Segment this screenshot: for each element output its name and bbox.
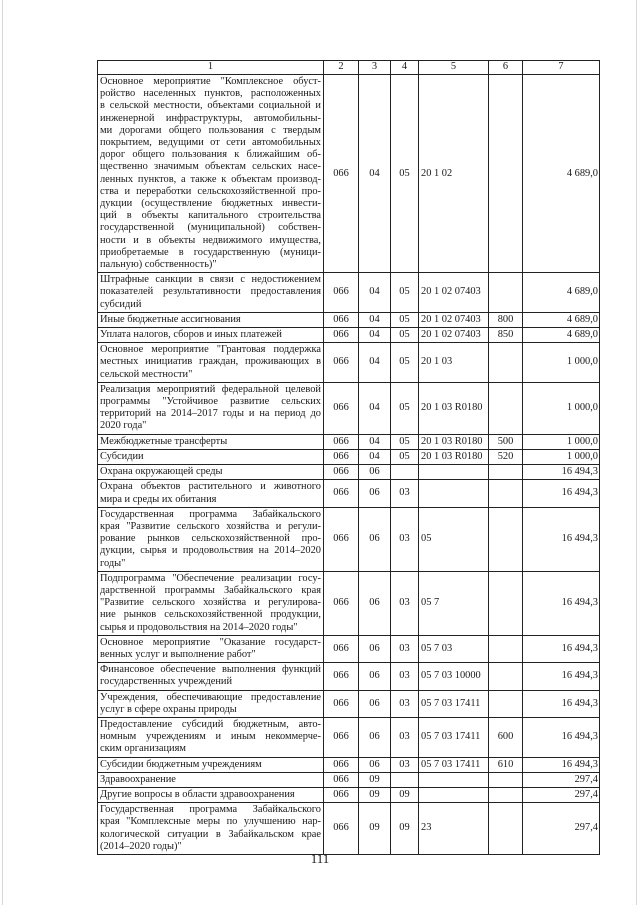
table-row xyxy=(98,382,600,434)
cell-ministry-code: 066 xyxy=(324,772,359,787)
scan-edge-right xyxy=(636,0,637,905)
description-line: края "Комплексные меры по улучшению нар- xyxy=(100,816,321,828)
cell-target-article: 20 1 03 xyxy=(419,343,489,383)
cell-expense-type: 520 xyxy=(489,449,523,464)
budget-table xyxy=(97,60,600,855)
cell-expense-type xyxy=(489,75,523,273)
description-line: Подпрограмма "Обеспечение реализации госу- xyxy=(100,572,321,584)
description-line: приобретаемые в государственную (муници- xyxy=(100,246,321,258)
cell-description xyxy=(98,663,324,690)
cell-description xyxy=(98,772,324,787)
cell-description xyxy=(98,787,324,802)
cell-section: 04 xyxy=(359,382,391,434)
cell-ministry-code: 066 xyxy=(324,449,359,464)
cell-section: 06 xyxy=(359,717,391,757)
description-line: сырья и продовольствия на 2014–2020 годы" xyxy=(100,621,298,633)
description-line: Охрана объектов растительного и животного xyxy=(100,481,321,493)
description-line: местных инициатив граждан, проживающих в xyxy=(100,356,321,368)
description-line: Реализация мероприятий федеральной целевой xyxy=(100,383,321,395)
description-line: Основное мероприятие "Грантовая поддержка xyxy=(100,344,321,356)
cell-subsection: 09 xyxy=(391,787,419,802)
cell-description xyxy=(98,382,324,434)
description-line: дорог общего пользования к ближайшим об- xyxy=(100,149,321,161)
description-line: ства и переработки сельскохозяйственной про- xyxy=(100,185,321,197)
table-row xyxy=(98,690,600,717)
description-line: Уплата налогов, сборов и иных платежей xyxy=(100,329,282,341)
cell-subsection xyxy=(391,772,419,787)
col-header-1: 1 xyxy=(98,61,324,75)
cell-description xyxy=(98,328,324,343)
cell-amount: 16 494,3 xyxy=(523,465,600,480)
description-line: Здравоохранение xyxy=(100,773,176,785)
cell-ministry-code: 066 xyxy=(324,635,359,662)
cell-target-article: 20 1 02 07403 xyxy=(419,328,489,343)
description-line: ленных пунктов, а также к объектам производ- xyxy=(100,173,321,185)
cell-description xyxy=(98,75,324,273)
cell-expense-type: 610 xyxy=(489,757,523,772)
cell-ministry-code: 066 xyxy=(324,690,359,717)
cell-expense-type xyxy=(489,803,523,855)
cell-target-article: 20 1 03 R0180 xyxy=(419,434,489,449)
cell-ministry-code: 066 xyxy=(324,343,359,383)
description-line: Основное мероприятие "Комплексное обуст- xyxy=(100,76,321,87)
description-line: инженерной инфраструктуры, автомобильны- xyxy=(100,112,321,124)
description-line: ности и в объекты недвижимого имущества, xyxy=(100,234,321,246)
cell-amount: 1 000,0 xyxy=(523,343,600,383)
table-row xyxy=(98,772,600,787)
description-line: в сельской местности, объектами социальной и xyxy=(100,100,321,112)
cell-amount: 16 494,3 xyxy=(523,571,600,635)
description-line: Иные бюджетные ассигнования xyxy=(100,313,241,325)
cell-section: 04 xyxy=(359,273,391,313)
cell-ministry-code: 066 xyxy=(324,507,359,571)
cell-ministry-code: 066 xyxy=(324,312,359,327)
description-line: рование рынков сельскохозяйственной про- xyxy=(100,533,321,545)
cell-subsection: 09 xyxy=(391,803,419,855)
cell-subsection: 05 xyxy=(391,343,419,383)
description-line: дукции (осуществление бюджетных инвести- xyxy=(100,198,321,210)
description-line: государственной (муниципальной) собствен- xyxy=(100,222,321,234)
page-number: 111 xyxy=(310,851,330,866)
table-row xyxy=(98,312,600,327)
scan-edge-left xyxy=(2,0,3,905)
cell-expense-type xyxy=(489,382,523,434)
cell-description xyxy=(98,635,324,662)
description-line: ние рынков сельскохозяйственной продукции, xyxy=(100,609,321,621)
cell-subsection: 05 xyxy=(391,328,419,343)
cell-target-article: 05 7 03 17411 xyxy=(419,717,489,757)
cell-target-article: 05 7 xyxy=(419,571,489,635)
description-line: ройство населенных пунктов, расположенных xyxy=(100,88,321,100)
cell-subsection: 05 xyxy=(391,312,419,327)
description-line: края "Развитие сельского хозяйства и регули- xyxy=(100,520,321,532)
cell-section: 06 xyxy=(359,480,391,507)
cell-amount: 1 000,0 xyxy=(523,434,600,449)
cell-section: 06 xyxy=(359,635,391,662)
cell-subsection: 05 xyxy=(391,273,419,313)
col-header-3: 3 xyxy=(359,61,391,75)
cell-expense-type: 800 xyxy=(489,312,523,327)
cell-ministry-code: 066 xyxy=(324,803,359,855)
description-line: Финансовое обеспечение выполнения функций xyxy=(100,664,321,676)
cell-amount: 297,4 xyxy=(523,772,600,787)
cell-expense-type xyxy=(489,465,523,480)
cell-amount: 16 494,3 xyxy=(523,717,600,757)
col-header-7: 7 xyxy=(523,61,600,75)
cell-target-article: 05 7 03 17411 xyxy=(419,690,489,717)
description-line: территорий на 2014–2017 годы и на период до xyxy=(100,408,321,420)
cell-section: 06 xyxy=(359,571,391,635)
cell-description xyxy=(98,449,324,464)
cell-expense-type xyxy=(489,772,523,787)
description-line: субсидий xyxy=(100,298,142,310)
cell-section: 09 xyxy=(359,772,391,787)
cell-amount: 16 494,3 xyxy=(523,690,600,717)
table-body xyxy=(98,75,600,855)
table-row xyxy=(98,75,600,273)
table-row xyxy=(98,507,600,571)
description-line: дукции, сырья и продовольствия на 2014–2020 xyxy=(100,545,321,557)
cell-expense-type xyxy=(489,571,523,635)
table-row xyxy=(98,328,600,343)
cell-target-article xyxy=(419,465,489,480)
cell-subsection: 03 xyxy=(391,757,419,772)
cell-amount: 1 000,0 xyxy=(523,382,600,434)
cell-section: 06 xyxy=(359,690,391,717)
cell-description xyxy=(98,273,324,313)
description-line: дарственной программы Забайкальского края xyxy=(100,584,321,596)
cell-subsection: 05 xyxy=(391,382,419,434)
cell-ministry-code: 066 xyxy=(324,434,359,449)
description-line: мира и среды их обитания xyxy=(100,493,217,505)
cell-target-article: 20 1 03 R0180 xyxy=(419,382,489,434)
table-row xyxy=(98,663,600,690)
cell-section: 04 xyxy=(359,312,391,327)
cell-expense-type xyxy=(489,480,523,507)
cell-expense-type: 500 xyxy=(489,434,523,449)
cell-ministry-code: 066 xyxy=(324,273,359,313)
cell-amount: 16 494,3 xyxy=(523,480,600,507)
cell-expense-type xyxy=(489,690,523,717)
description-line: (2014–2020 годы)" xyxy=(100,840,182,852)
cell-subsection: 05 xyxy=(391,434,419,449)
cell-amount: 16 494,3 xyxy=(523,663,600,690)
cell-description xyxy=(98,434,324,449)
table-row xyxy=(98,717,600,757)
cell-ministry-code: 066 xyxy=(324,480,359,507)
col-header-4: 4 xyxy=(391,61,419,75)
cell-description xyxy=(98,507,324,571)
description-line: "Развитие сельского хозяйства и регулирова- xyxy=(100,597,321,609)
cell-target-article: 05 7 03 17411 xyxy=(419,757,489,772)
cell-subsection: 03 xyxy=(391,690,419,717)
table-row xyxy=(98,787,600,802)
description-line: Учреждения, обеспечивающие предоставление xyxy=(100,691,321,703)
cell-description xyxy=(98,757,324,772)
table-row xyxy=(98,571,600,635)
cell-target-article: 20 1 03 R0180 xyxy=(419,449,489,464)
cell-target-article xyxy=(419,787,489,802)
table-row xyxy=(98,465,600,480)
cell-expense-type xyxy=(489,343,523,383)
description-line: Предоставление субсидий бюджетным, авто- xyxy=(100,718,321,730)
table-row xyxy=(98,343,600,383)
cell-section: 06 xyxy=(359,757,391,772)
cell-amount: 4 689,0 xyxy=(523,328,600,343)
cell-subsection: 03 xyxy=(391,717,419,757)
description-line: Субсидии бюджетным учреждениям xyxy=(100,758,262,770)
cell-amount: 297,4 xyxy=(523,803,600,855)
description-line: Охрана окружающей среды xyxy=(100,466,223,478)
description-line: Основное мероприятие "Оказание государст- xyxy=(100,636,321,648)
description-line: Государственная программа Забайкальского xyxy=(100,804,321,816)
description-line: номным учреждениям и иным некоммерче- xyxy=(100,731,321,743)
cell-section: 04 xyxy=(359,434,391,449)
cell-ministry-code: 066 xyxy=(324,382,359,434)
cell-subsection: 03 xyxy=(391,507,419,571)
cell-subsection: 05 xyxy=(391,75,419,273)
cell-section: 09 xyxy=(359,803,391,855)
cell-section: 09 xyxy=(359,787,391,802)
cell-expense-type: 600 xyxy=(489,717,523,757)
cell-ministry-code: 066 xyxy=(324,75,359,273)
description-line: Межбюджетные трансферты xyxy=(100,435,228,447)
description-line: Субсидии xyxy=(100,450,144,462)
description-line: Другие вопросы в области здравоохранения xyxy=(100,788,295,800)
cell-amount: 297,4 xyxy=(523,787,600,802)
cell-section: 04 xyxy=(359,343,391,383)
cell-section: 06 xyxy=(359,465,391,480)
description-line: показателей результативности предоставления xyxy=(100,286,321,298)
col-header-6: 6 xyxy=(489,61,523,75)
description-line: ми дорогами общего пользования с твердым xyxy=(100,124,321,136)
description-line: ским организациям xyxy=(100,743,186,755)
cell-amount: 4 689,0 xyxy=(523,312,600,327)
description-line: щественно значимым объектам сельских насе- xyxy=(100,161,321,173)
cell-expense-type xyxy=(489,507,523,571)
table-row xyxy=(98,757,600,772)
cell-amount: 4 689,0 xyxy=(523,75,600,273)
cell-target-article: 20 1 02 07403 xyxy=(419,312,489,327)
cell-description xyxy=(98,465,324,480)
table-row xyxy=(98,635,600,662)
cell-target-article: 05 7 03 10000 xyxy=(419,663,489,690)
description-line: услуг в сфере охраны природы xyxy=(100,703,237,715)
description-line: венных услуг и выполнение работ" xyxy=(100,648,256,660)
description-line: сельской местности" xyxy=(100,368,193,380)
cell-subsection: 03 xyxy=(391,663,419,690)
description-line: ций в объекты капитального строительства xyxy=(100,210,321,222)
table-row xyxy=(98,449,600,464)
cell-description xyxy=(98,480,324,507)
description-line: годы" xyxy=(100,557,126,569)
cell-target-article: 20 1 02 07403 xyxy=(419,273,489,313)
description-line: покрытием, ведущими от сети автомобильных xyxy=(100,137,321,149)
table-row xyxy=(98,803,600,855)
cell-subsection: 03 xyxy=(391,635,419,662)
cell-expense-type: 850 xyxy=(489,328,523,343)
cell-amount: 16 494,3 xyxy=(523,635,600,662)
cell-subsection: 03 xyxy=(391,480,419,507)
cell-subsection: 03 xyxy=(391,571,419,635)
cell-ministry-code: 066 xyxy=(324,571,359,635)
col-header-5: 5 xyxy=(419,61,489,75)
cell-subsection xyxy=(391,465,419,480)
description-line: государственных учреждений xyxy=(100,676,233,688)
cell-description xyxy=(98,343,324,383)
cell-target-article: 05 xyxy=(419,507,489,571)
cell-ministry-code: 066 xyxy=(324,465,359,480)
cell-ministry-code: 066 xyxy=(324,328,359,343)
cell-section: 04 xyxy=(359,75,391,273)
cell-description xyxy=(98,571,324,635)
cell-ministry-code: 066 xyxy=(324,717,359,757)
cell-expense-type xyxy=(489,273,523,313)
cell-expense-type xyxy=(489,663,523,690)
description-line: программы "Устойчивое развитие сельских xyxy=(100,396,321,408)
cell-description xyxy=(98,690,324,717)
cell-target-article xyxy=(419,480,489,507)
cell-target-article: 05 7 03 xyxy=(419,635,489,662)
cell-description xyxy=(98,312,324,327)
table-row xyxy=(98,434,600,449)
col-header-2: 2 xyxy=(324,61,359,75)
cell-expense-type xyxy=(489,635,523,662)
cell-section: 04 xyxy=(359,328,391,343)
cell-section: 06 xyxy=(359,507,391,571)
cell-description xyxy=(98,717,324,757)
cell-target-article xyxy=(419,772,489,787)
cell-section: 04 xyxy=(359,449,391,464)
description-line: 2020 года" xyxy=(100,420,147,432)
cell-description xyxy=(98,803,324,855)
cell-ministry-code: 066 xyxy=(324,663,359,690)
cell-amount: 4 689,0 xyxy=(523,273,600,313)
cell-ministry-code: 066 xyxy=(324,787,359,802)
description-line: Штрафные санкции в связи с недостижением xyxy=(100,274,321,286)
description-line: кологической ситуации в Забайкальском крае xyxy=(100,828,321,840)
table-row xyxy=(98,273,600,313)
cell-amount: 16 494,3 xyxy=(523,507,600,571)
description-line: Государственная программа Забайкальского xyxy=(100,508,321,520)
cell-ministry-code: 066 xyxy=(324,757,359,772)
cell-target-article: 23 xyxy=(419,803,489,855)
cell-subsection: 05 xyxy=(391,449,419,464)
cell-amount: 1 000,0 xyxy=(523,449,600,464)
table-row xyxy=(98,480,600,507)
cell-amount: 16 494,3 xyxy=(523,757,600,772)
cell-target-article: 20 1 02 xyxy=(419,75,489,273)
cell-expense-type xyxy=(489,787,523,802)
header-row xyxy=(98,61,600,75)
description-line: пальную) собственность)" xyxy=(100,259,217,271)
cell-section: 06 xyxy=(359,663,391,690)
